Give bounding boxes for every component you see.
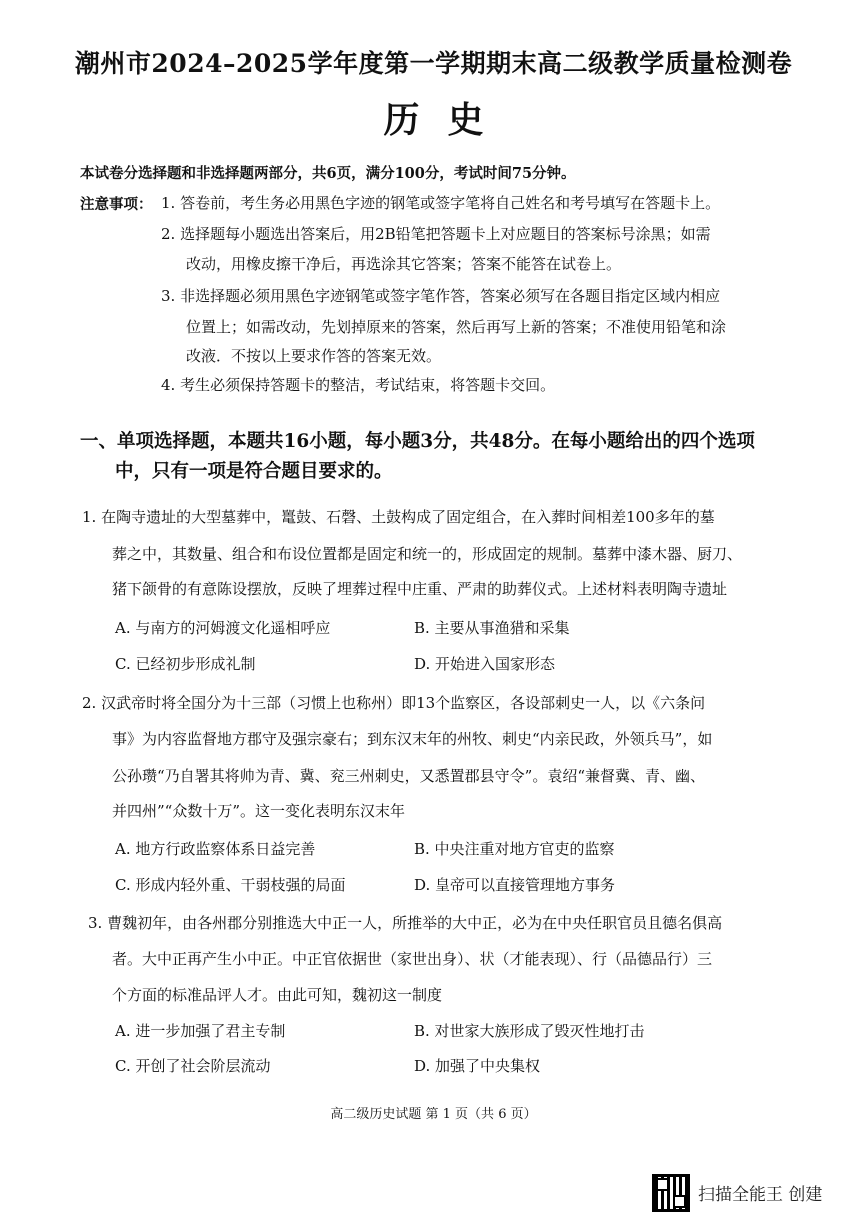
question-1-option-b[interactable]: B. 主要从事渔猎和采集	[414, 619, 570, 637]
notice-item-2: 2. 选择题每小题选出答案后，用2B铅笔把答题卡上对应题目的答案标号涂黑；如需	[161, 225, 711, 243]
question-3-option-c[interactable]: C. 开创了社会阶层流动	[115, 1057, 271, 1075]
scanner-watermark: 扫描全能王 创建	[698, 1185, 823, 1205]
notice-item-1: 1. 答卷前，考生务必用黑色字迹的钢笔或签字笔将自己姓名和考号填写在答题卡上。	[161, 194, 721, 212]
question-3-line-1: 3. 曹魏初年，由各州郡分别推选大中正一人，所推举的大中正，必为在中央任职官员且德名俱高	[88, 914, 723, 932]
question-2-option-b[interactable]: B. 中央注重对地方官吏的监察	[414, 840, 615, 858]
section-heading: 一、单项选择题，本题共16小题，每小题3分，共48分。在每小题给出的四个选项	[80, 431, 755, 452]
page-footer: 高二级历史试题 第 1 页（共 6 页）	[330, 1107, 537, 1122]
question-2-option-d[interactable]: D. 皇帝可以直接管理地方事务	[414, 876, 616, 894]
section-heading-cont: 中，只有一项是符合题目要求的。	[115, 461, 393, 482]
question-3-option-b[interactable]: B. 对世家大族形成了毁灭性地打击	[414, 1022, 645, 1040]
notice-item-3-cont2: 改液．不按以上要求作答的答案无效。	[186, 347, 442, 365]
question-2-line-4: 并四州”“众数十万”。这一变化表明东汉末年	[112, 802, 406, 820]
notice-item-2-cont: 改动，用橡皮擦干净后，再选涂其它答案；答案不能答在试卷上。	[186, 255, 622, 273]
question-2-option-c[interactable]: C. 形成内轻外重、干弱枝强的局面	[115, 876, 346, 894]
notice-item-4: 4. 考生必须保持答题卡的整洁，考试结束，将答题卡交回。	[161, 376, 556, 394]
question-1-option-c[interactable]: C. 已经初步形成礼制	[115, 655, 256, 673]
question-2-line-2: 事》为内容监督地方郡守及强宗豪右；到东汉末年的州牧、刺史“内亲民政，外领兵马”，如	[112, 730, 713, 748]
question-3-line-2: 者。大中正再产生小中正。中正官依据世（家世出身）、状（才能表现）、行（品德品行）三	[112, 950, 713, 968]
question-1-line-2: 葬之中，其数量、组合和布设位置都是固定和统一的，形成固定的规制。墓葬中漆木器、厨刀、	[112, 545, 743, 563]
question-2-line-3: 公孙瓒“乃自署其将帅为青、冀、兖三州刺史，又悉置郡县守令”。袁绍“兼督冀、青、幽、	[112, 767, 706, 785]
question-1-line-3: 猪下颌骨的有意陈设摆放，反映了埋葬过程中庄重、严肃的助葬仪式。上述材料表明陶寺遗址	[112, 580, 728, 598]
subject-title: 历史	[383, 99, 512, 141]
qr-code-icon	[652, 1174, 690, 1212]
question-1-option-a[interactable]: A. 与南方的河姆渡文化遥相呼应	[115, 619, 331, 637]
question-3-option-a[interactable]: A. 进一步加强了君主专制	[115, 1022, 286, 1040]
question-1-line-1: 1. 在陶寺遗址的大型墓葬中，鼍鼓、石磬、土鼓构成了固定组合，在入葬时间相差100多年的墓	[82, 508, 715, 526]
question-1-option-d[interactable]: D. 开始进入国家形态	[414, 655, 556, 673]
exam-title: 潮州市2024–2025学年度第一学期期末高二级教学质量检测卷	[74, 49, 793, 78]
notice-label: 注意事项：	[80, 196, 153, 213]
question-3-line-3: 个方面的标准品评人才。由此可知，魏初这一制度	[112, 986, 443, 1004]
question-3-option-d[interactable]: D. 加强了中央集权	[414, 1057, 541, 1075]
question-2-line-1: 2. 汉武帝时将全国分为十三部（习惯上也称州）即13个监察区，各设部刺史一人，以《六条问	[82, 694, 706, 712]
notice-item-3-cont: 位置上；如需改动，先划掉原来的答案，然后再写上新的答案；不准使用铅笔和涂	[186, 318, 727, 336]
question-2-option-a[interactable]: A. 地方行政监察体系日益完善	[115, 840, 316, 858]
exam-intro: 本试卷分选择题和非选择题两部分，共6页，满分100分，考试时间75分钟。	[80, 165, 576, 182]
notice-item-3: 3. 非选择题必须用黑色字迹钢笔或签字笔作答，答案必须写在各题目指定区域内相应	[161, 287, 721, 305]
